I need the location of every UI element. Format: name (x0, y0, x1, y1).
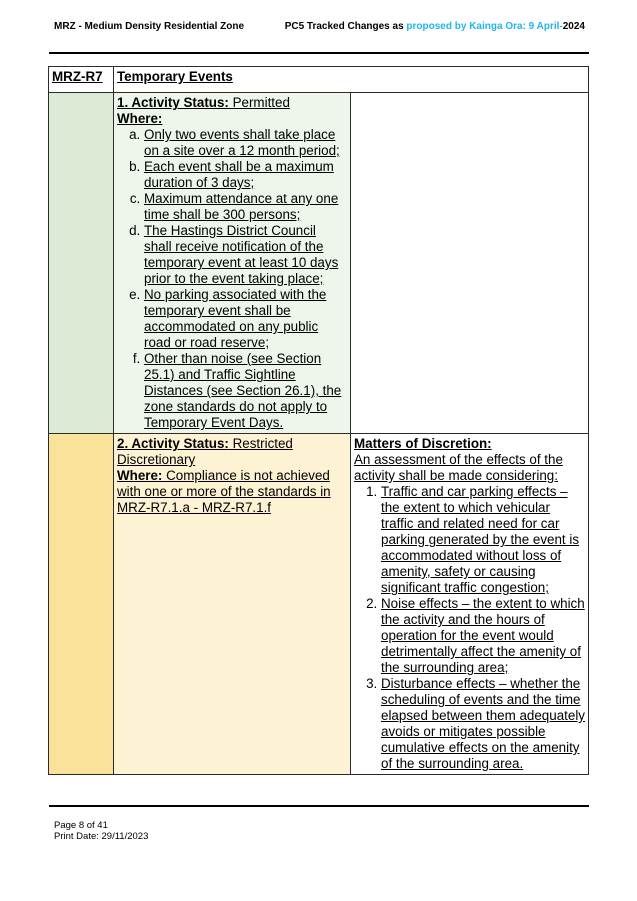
rule-title-row (49, 67, 589, 93)
matters-list (354, 484, 585, 772)
permitted-conditions-list (117, 127, 347, 431)
header-highlight: proposed by Kainga Ora: 9 April- (406, 21, 563, 32)
matters-title: Matters of Discretion: (354, 436, 492, 451)
header-prefix: PC5 Tracked Changes as (284, 21, 407, 32)
condition-item: a. Only two events shall take place on a site over a 12 month period; (144, 127, 347, 159)
restricted-row (49, 434, 589, 775)
matter-item: 3. Disturbance effects – whether the scheduling of events and the time elapsed between them adequately avoids or mitigates possible cumulative effects on the amenity of the surrounding area. (381, 676, 585, 772)
restricted-status-value: Restricted Discretionary (117, 436, 293, 467)
footer (54, 820, 148, 842)
print-date: Print Date: 29/11/2023 (54, 831, 149, 842)
header-zone-title: MRZ - Medium Density Residential Zone (54, 21, 245, 32)
condition-item: e. No parking associated with the temporary event shall be accommodated on any public road or road reserve; (144, 287, 347, 351)
condition-item: d. The Hastings District Council shall receive notification of the temporary event at least 10 days prior to the event taking place; (144, 223, 347, 287)
matters-intro: An assessment of the effects of the activity shall be made considering: (354, 452, 563, 483)
rule-table (48, 66, 589, 775)
header-year: 2024 (562, 21, 585, 32)
header-divider (49, 52, 589, 54)
restricted-status-label: 2. Activity Status: (117, 436, 229, 451)
header-tracked-changes (285, 21, 585, 33)
matter-item: 2. Noise effects – the extent to which the activity and the hours of operation for the event would detrimentally affect the amenity of the surrounding area; (381, 596, 585, 676)
permitted-left-cell (49, 93, 114, 434)
permitted-matters-cell (351, 93, 589, 434)
rule-title: Temporary Events (114, 67, 589, 93)
permitted-where-label: Where: (117, 111, 163, 126)
permitted-row (49, 93, 589, 434)
page-number: Page 8 of 41 (54, 820, 108, 831)
restricted-where-text: Compliance is not achieved with one or more of the standards in MRZ-R7.1.a - MRZ-R7.1.f (117, 468, 331, 515)
restricted-where-label: Where: (117, 468, 163, 483)
restricted-matters-cell (351, 434, 589, 775)
permitted-conditions-cell (114, 93, 351, 434)
permitted-status-value: Permitted (228, 95, 290, 110)
rule-code: MRZ-R7 (49, 67, 114, 93)
condition-item: f. Other than noise (see Section 25.1) and Traffic Sightline Distances (see Section 26.1), the zone standards do not apply to Temporary Event Days. (144, 351, 347, 431)
matter-item: 1. Traffic and car parking effects – the extent to which vehicular traffic and related need for car parking generated by the event is accommodated without loss of amenity, safety or causing significant traffic congestion; (381, 484, 585, 596)
condition-item: c. Maximum attendance at any one time shall be 300 persons; (144, 191, 347, 223)
footer-divider (49, 805, 589, 807)
condition-item: b. Each event shall be a maximum duration of 3 days; (144, 159, 347, 191)
permitted-status-label: 1. Activity Status: (117, 95, 229, 110)
restricted-conditions-cell (114, 434, 351, 775)
restricted-left-cell (49, 434, 114, 775)
